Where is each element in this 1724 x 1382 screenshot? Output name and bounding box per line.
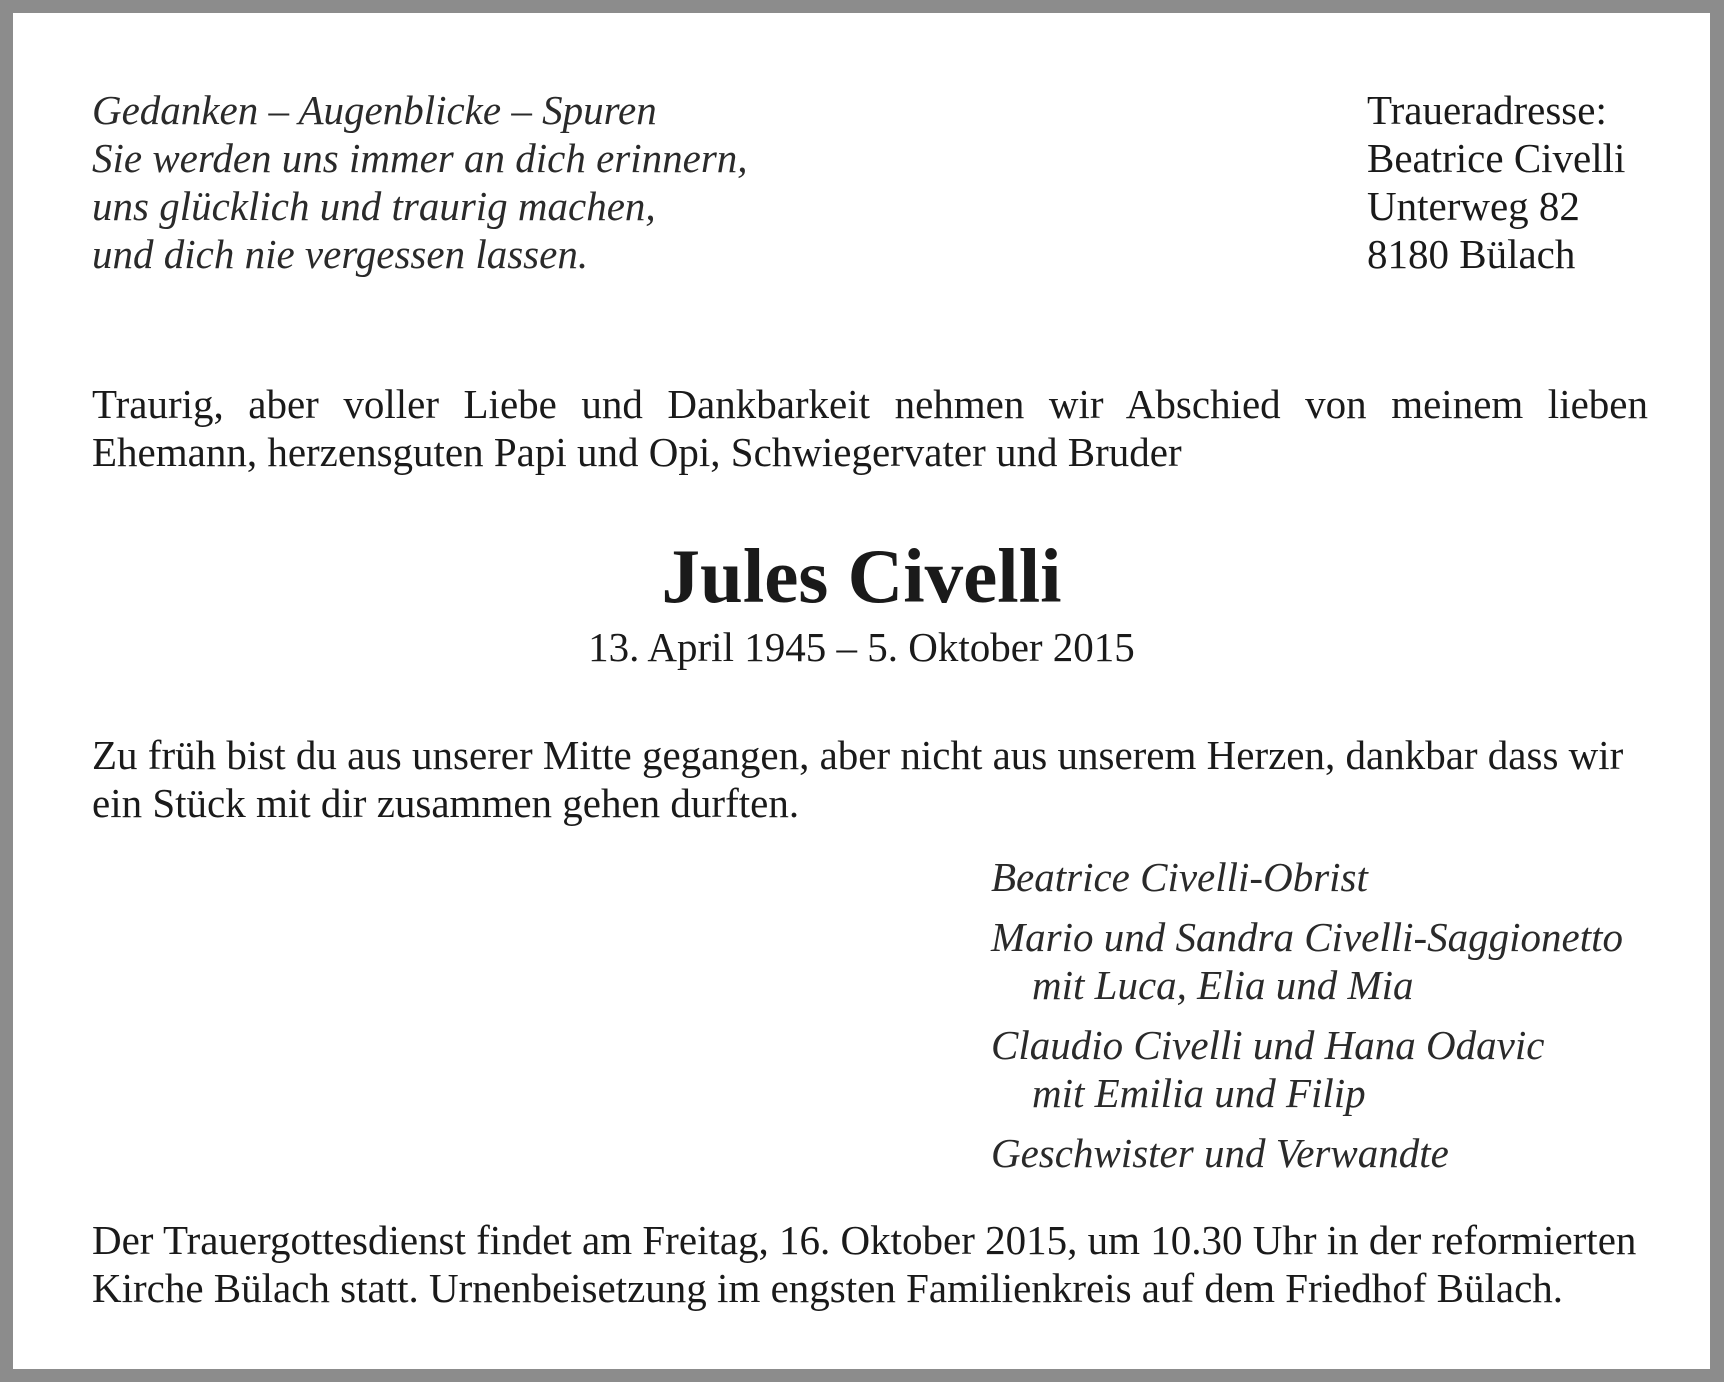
family-name: Beatrice Civelli-Obrist (991, 854, 1368, 900)
life-dates: 13. April 1945 – 5. Oktober 2015 (588, 624, 1135, 670)
service-information (92, 1216, 1648, 1312)
family-entry (991, 1129, 1623, 1177)
service-line: Der Trauergottesdienst findet am Freitag, 16. Oktober 2015, um 10.30 Uhr in der reformierten (92, 1217, 1637, 1263)
message-line: Zu früh bist du aus unserer Mitte gegangen, aber nicht aus unserem Herzen, dankbar dass wir (92, 732, 1624, 778)
mourning-address (1367, 86, 1625, 278)
address-city: 8180 Bülach (1367, 231, 1576, 277)
family-signatures (991, 853, 1623, 1189)
family-name: Mario und Sandra Civelli-Saggionetto (991, 914, 1624, 960)
address-name: Beatrice Civelli (1367, 135, 1626, 181)
obituary-notice (13, 13, 1710, 1369)
intro-line: Ehemann, herzensguten Papi und Opi, Schwiegervater und Bruder (92, 429, 1182, 475)
family-children: mit Emilia und Filip (1032, 1070, 1366, 1116)
family-entry (991, 853, 1623, 901)
motto-line: Sie werden uns immer an dich erinnern, (92, 135, 748, 181)
service-line: Kirche Bülach statt. Urnenbeisetzung im engsten Familienkreis auf dem Friedhof Bülach. (92, 1265, 1564, 1311)
family-children: mit Luca, Elia und Mia (1032, 962, 1414, 1008)
family-name: Claudio Civelli und Hana Odavic (991, 1022, 1545, 1068)
family-entry (991, 913, 1623, 1009)
motto-line: uns glücklich und traurig machen, (92, 183, 656, 229)
motto-verse (92, 86, 748, 278)
family-entry (991, 1021, 1623, 1117)
address-heading: Traueradresse: (1367, 87, 1607, 133)
address-street: Unterweg 82 (1367, 183, 1580, 229)
intro-paragraph (92, 380, 1648, 476)
intro-line: Traurig, aber voller Liebe und Dankbarkeit nehmen wir Abschied von meinem lieben (92, 381, 1648, 427)
deceased-name: Jules Civelli (661, 533, 1062, 619)
family-name: Geschwister und Verwandte (991, 1130, 1449, 1176)
farewell-message (92, 731, 1648, 827)
motto-line: und dich nie vergessen lassen. (92, 231, 589, 277)
message-line: ein Stück mit dir zusammen gehen durften. (92, 780, 800, 826)
motto-line: Gedanken – Augenblicke – Spuren (92, 87, 657, 133)
